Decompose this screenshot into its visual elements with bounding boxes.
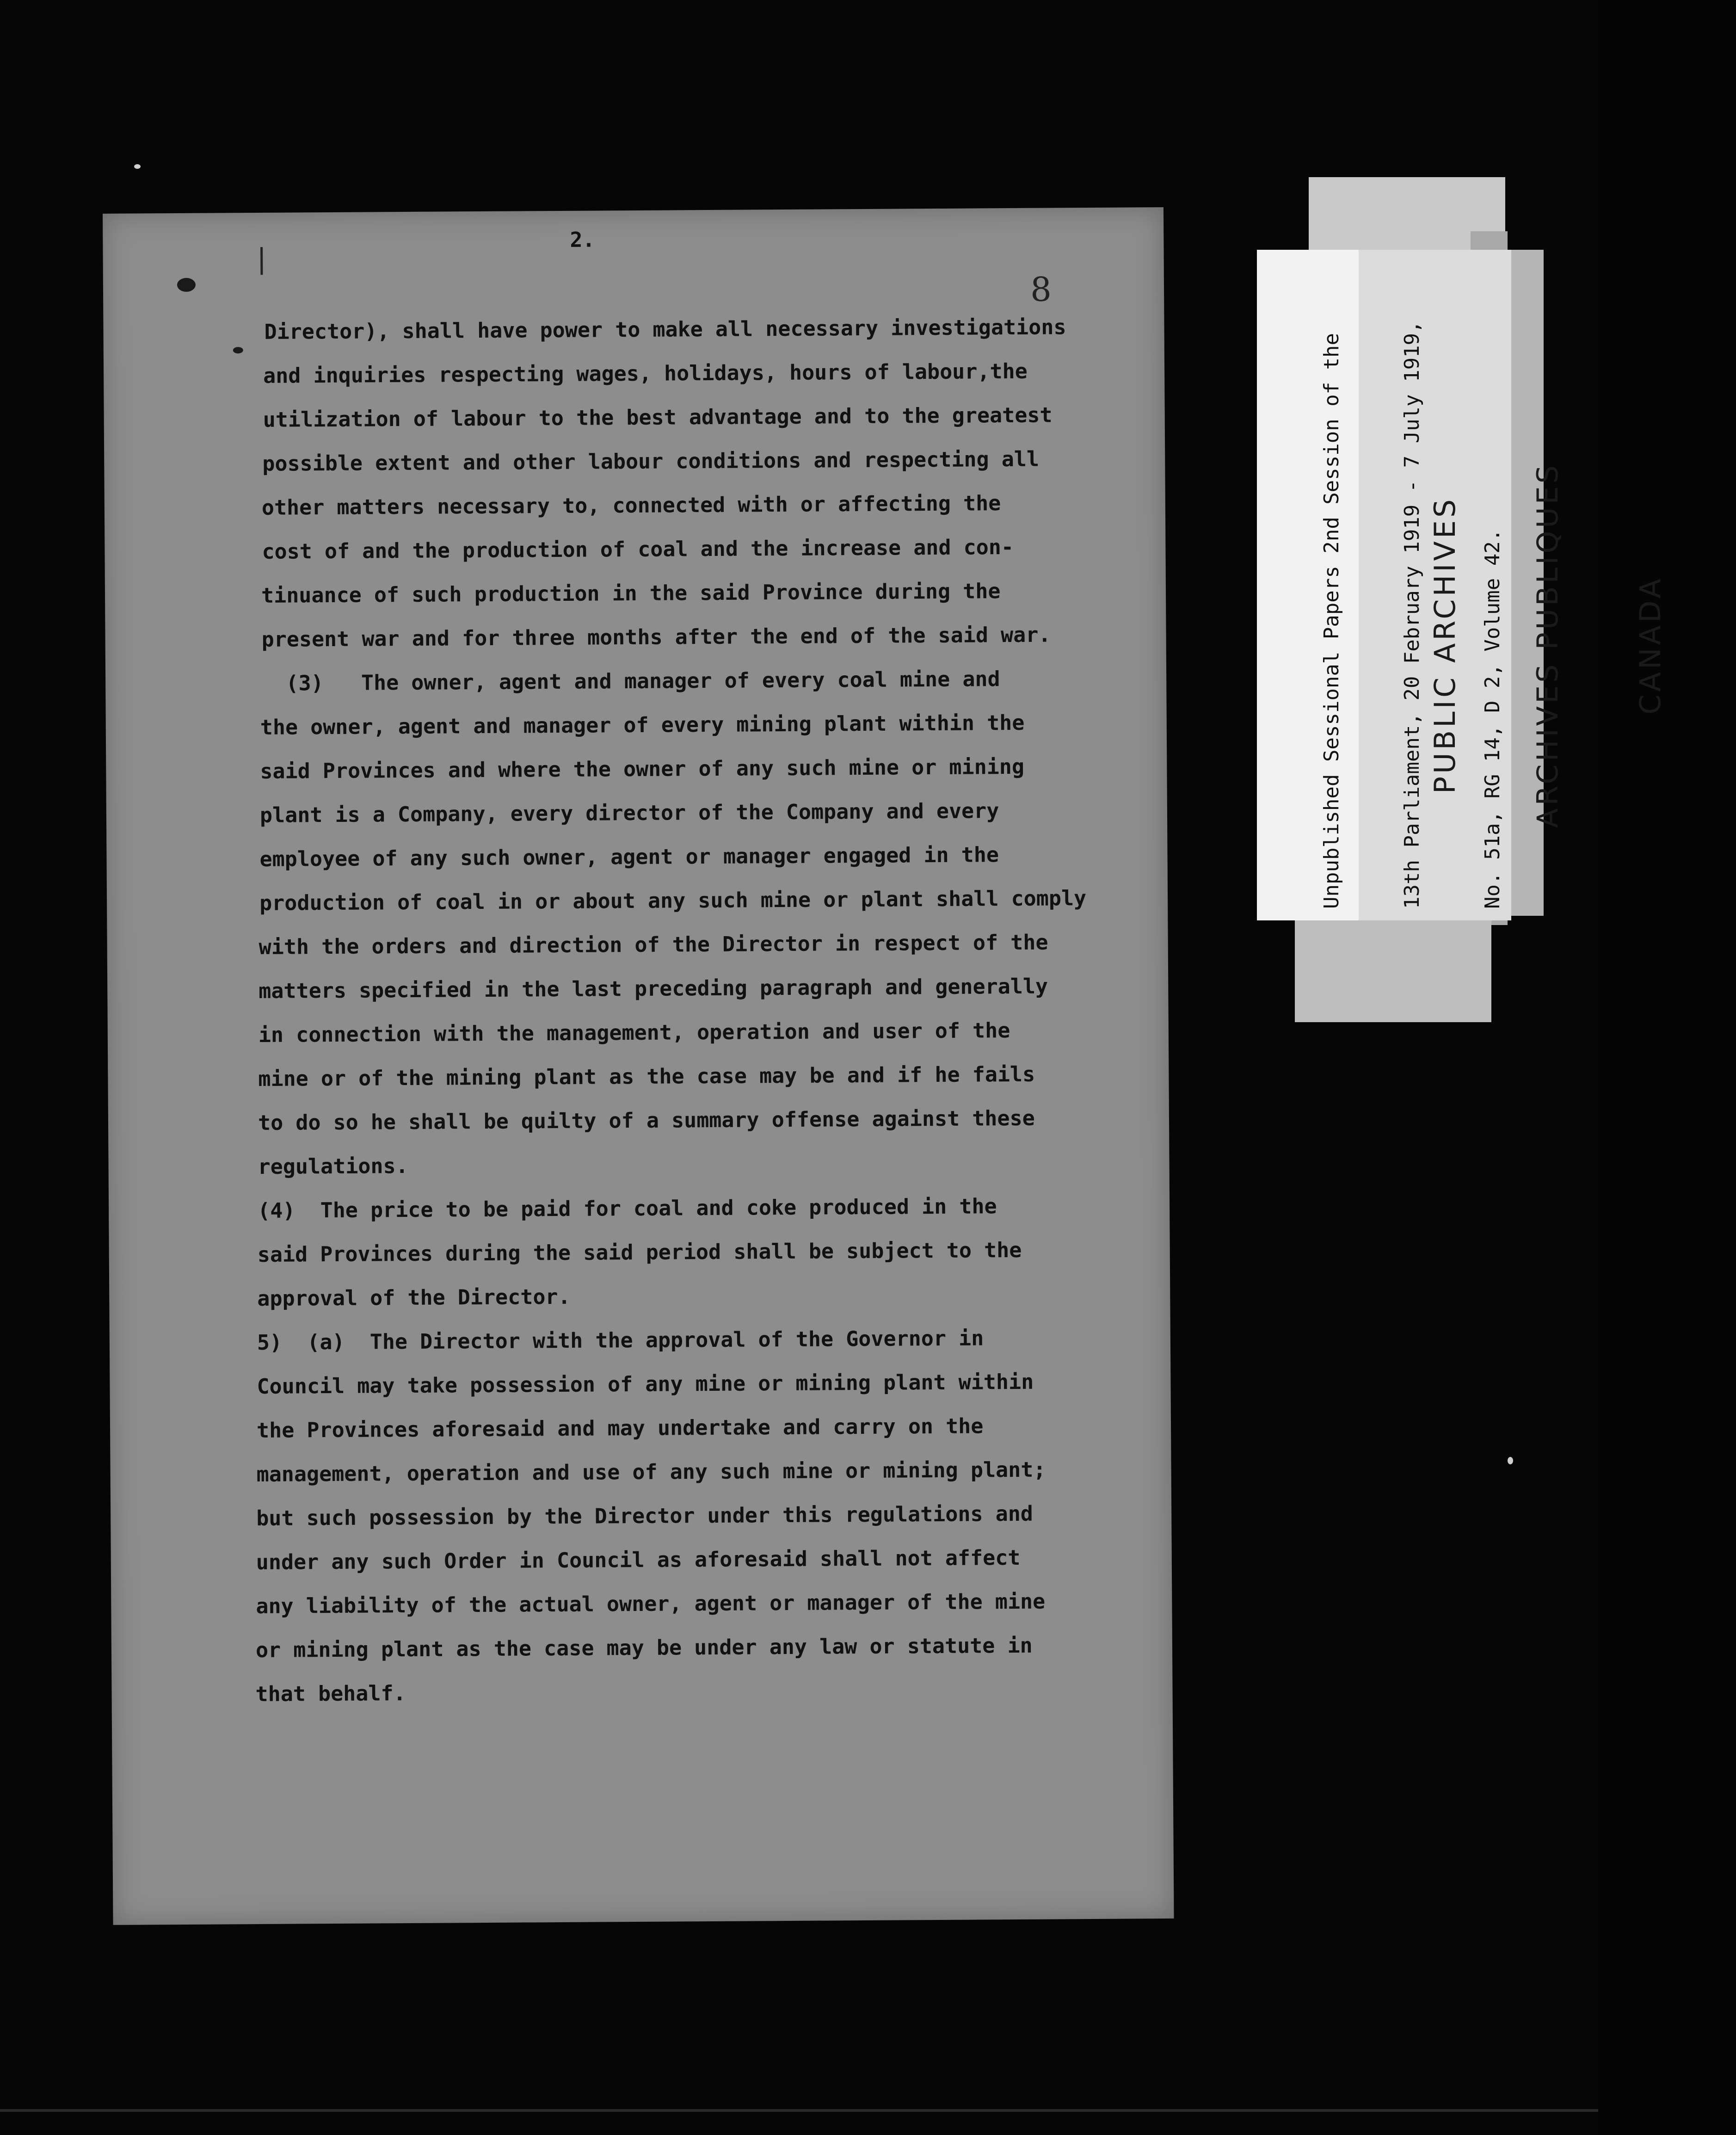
text-line: utilization of labour to the best advantage and to the greatest [263,402,1053,432]
catalogue-line: No. 51a, RG 14, D 2, Volume 42. [1481,529,1504,909]
margin-mark: | [257,242,267,275]
text-line: approval of the Director. [257,1284,571,1311]
catalogue-line: Unpublished Sessional Papers 2nd Session of the [1320,333,1343,909]
text-line: (4) The price to be paid for coal and coke produced in the [258,1194,997,1223]
text-line: the Provinces aforesaid and may undertake and carry on the [256,1413,984,1443]
stamp-line: PUBLIC ARCHIVES [1428,496,1462,794]
text-line: production of coal in or about any such mine or plant shall comply [259,886,1087,915]
ink-smudge [177,278,196,292]
text-line: under any such Order in Council as aforesaid shall not affect [256,1545,1021,1575]
text-line: other matters necessary to, connected with or affecting the [261,491,1001,520]
ink-smudge [233,347,243,353]
text-line: possible extent and other labour conditions and respecting all [262,446,1040,476]
label-backing [1295,920,1491,1022]
text-line: in connection with the management, operation and user of the [258,1018,1010,1047]
text-line: tinuance of such production in the said Province during the [261,579,1001,608]
film-speck [1508,1457,1513,1464]
text-line: matters specified in the last preceding paragraph and generally [259,974,1048,1003]
text-line: present war and for three months after the end of the said war. [261,622,1051,652]
text-line: Council may take possession of any mine or mining plant within [257,1369,1034,1399]
text-line: any liability of the actual owner, agent or manager of the mine [256,1589,1046,1619]
document-page [103,207,1174,1925]
text-line: and inquiries respecting wages, holidays, hours of labour,the [263,358,1028,388]
text-line: but such possession by the Director under this regulations and [256,1501,1034,1531]
film-speck [134,164,141,169]
text-line: (3) The owner, agent and manager of every coal mine and [261,666,1000,696]
catalogue-line: 13th Parliament, 20 February 1919 - 7 July 1919, [1400,321,1424,909]
text-line: said Provinces during the said period shall be subject to the [257,1237,1022,1267]
film-speck [0,2109,1598,2112]
text-line: to do so he shall be quilty of a summary offense against these [258,1105,1035,1135]
text-line: management, operation and use of any such mine or mining plant; [256,1457,1046,1487]
text-line: Director), shall have power to make all necessary investigations [264,315,1066,344]
stamp-line: CANADA [1633,576,1667,715]
text-line: regulations. [258,1154,408,1179]
text-line: employee of any such owner, agent or manager engaged in the [259,842,999,871]
text-line: 5) (a) The Director with the approval of the Governor in [257,1326,984,1355]
text-line: or mining plant as the case may be under any law or statute in [255,1633,1033,1663]
text-line: mine or of the mining plant as the case may be and if he fails [258,1061,1035,1091]
folio-number: 8 [1030,270,1052,309]
text-line: that behalf. [255,1681,406,1707]
stamp-line: ARCHIVES PUBLIQUES [1531,462,1564,828]
text-line: cost of and the production of coal and the increase and con- [262,534,1014,564]
page-number: 2. [570,227,595,252]
text-line: plant is a Company, every director of the Company and every [259,798,999,827]
archives-stamp [1360,463,1736,828]
text-line: the owner, agent and manager of every mining plant within the [260,710,1025,740]
text-line: said Provinces and where the owner of any such mine or mining [260,754,1025,784]
text-line: with the orders and direction of the Director in respect of the [259,930,1048,959]
